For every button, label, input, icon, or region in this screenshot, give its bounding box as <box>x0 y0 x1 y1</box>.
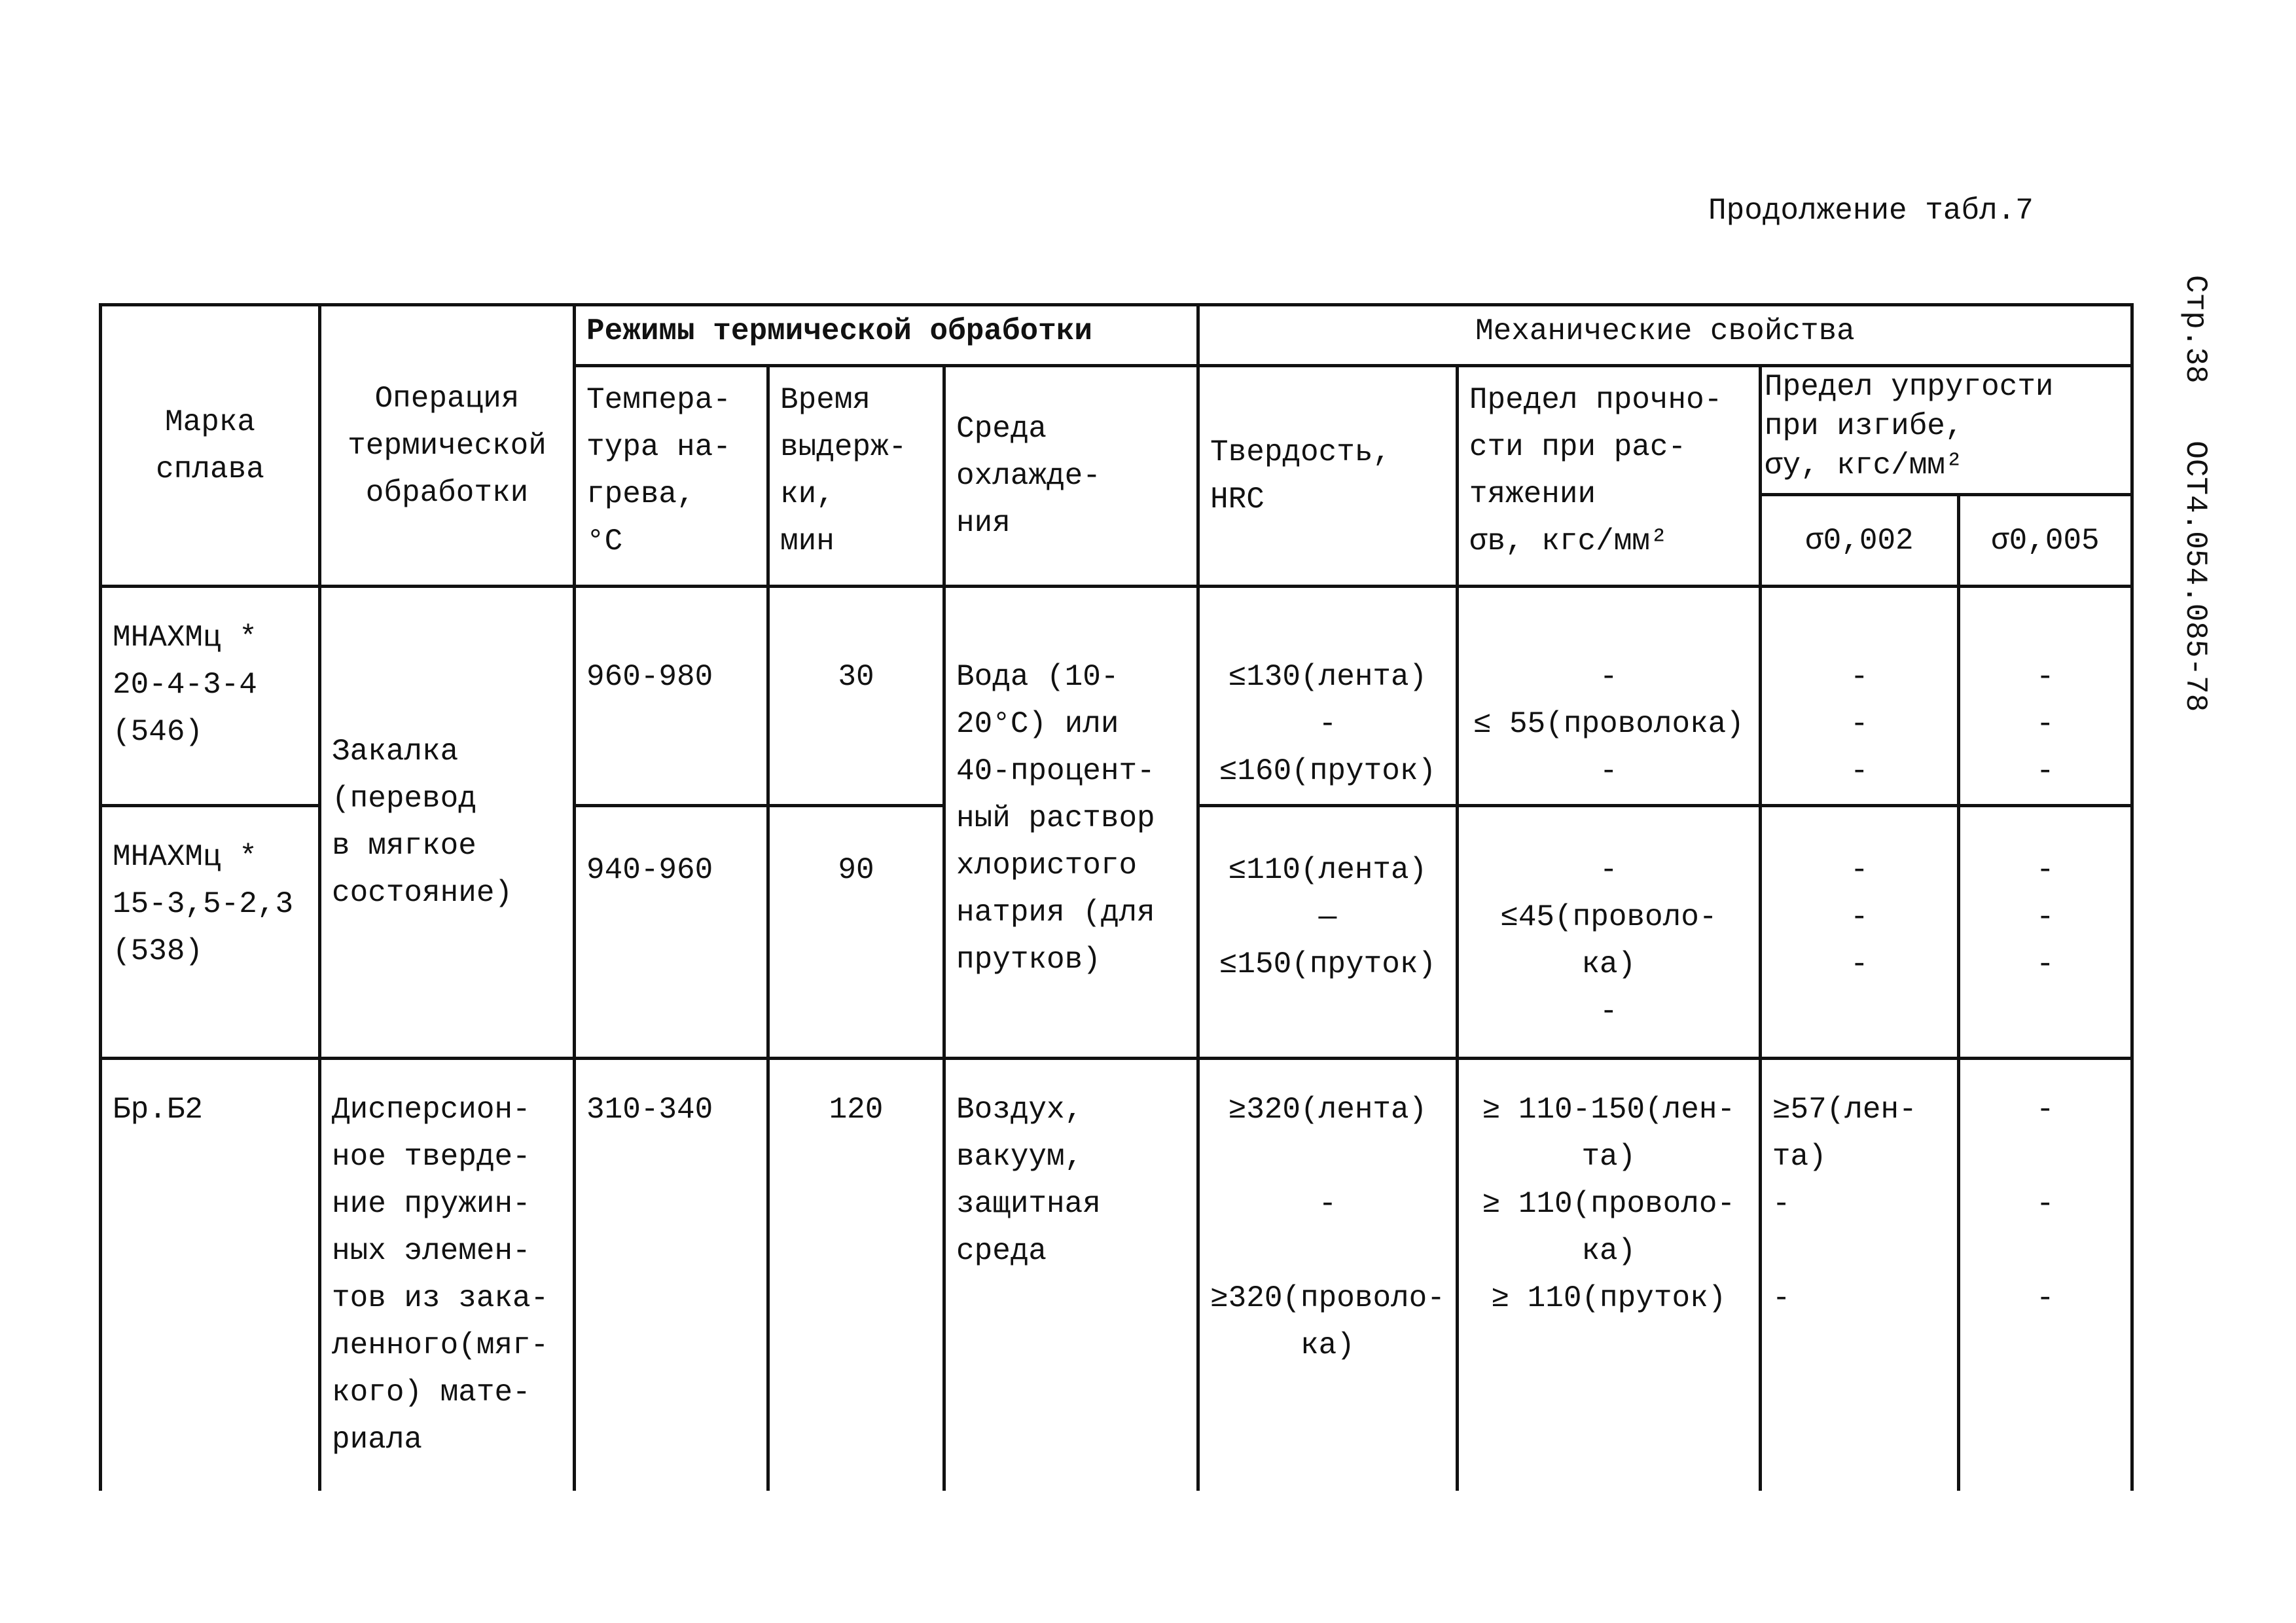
cell-line: - <box>2036 853 2054 887</box>
header-hardness <box>1198 366 1458 587</box>
cell-line: - <box>1850 754 1869 788</box>
cell-line: вакуум, <box>956 1140 1083 1174</box>
cell-line: при изгибе, <box>1764 409 1964 443</box>
cell-line <box>1971 1228 2120 1275</box>
cell-line: защитная <box>956 1187 1101 1221</box>
header-mechanical: Механические свойства <box>1198 305 2132 366</box>
cell-line: - <box>1850 707 1869 741</box>
cell-line: ние пружин- <box>332 1187 531 1221</box>
row2-temp: 940-960 <box>575 806 768 1059</box>
cell-line: - <box>1850 853 1869 887</box>
cell-line <box>1772 1228 1946 1275</box>
cell-line: (538) <box>113 934 204 968</box>
cell-line: °C <box>586 524 623 558</box>
cell-line: ки, <box>780 477 834 511</box>
cell-line: прутков) <box>956 943 1101 977</box>
header-temperature <box>575 366 768 587</box>
cell-line: Вода (10- <box>956 660 1119 694</box>
cell-line: - <box>1600 754 1618 788</box>
cell-line: - <box>2036 900 2054 934</box>
cell-line: - <box>1600 660 1618 694</box>
cell-line: ка) <box>1581 1234 1636 1268</box>
cell-line: - <box>2036 1281 2054 1315</box>
header-strength <box>1457 366 1760 587</box>
header-medium <box>944 366 1198 587</box>
cell-line: - <box>2036 754 2054 788</box>
cell-line: выдерж- <box>780 430 907 464</box>
row1-strength <box>1457 587 1760 806</box>
header-sigma-002: σ0,002 <box>1760 495 1958 587</box>
cell-line: тяжении <box>1469 477 1596 511</box>
cell-line: - <box>1850 947 1869 981</box>
document-code: ОСТ4.054.085-78 <box>2178 441 2212 712</box>
heat-treatment-table <box>99 303 2134 1491</box>
cell-line: ≤ 55(проволока) <box>1473 707 1744 741</box>
page-number: Стр.38 <box>2178 275 2212 384</box>
row2-sigma-005 <box>1958 806 2132 1059</box>
cell-line: ≥320(лента) <box>1228 1093 1427 1127</box>
cell-line: тов из зака- <box>332 1281 549 1315</box>
page-reference <box>2178 275 2212 751</box>
row3-time: 120 <box>768 1059 944 1491</box>
cell-line: σв, кгс/мм² <box>1469 524 1668 558</box>
cell-line: ка) <box>1581 947 1636 981</box>
cell-line <box>1210 1228 1445 1275</box>
cell-line: ≥320(проволо- <box>1210 1281 1445 1315</box>
cell-line: состояние) <box>332 876 513 910</box>
cell-line: та) <box>1772 1140 1827 1174</box>
header-sigma-005: σ0,005 <box>1958 495 2132 587</box>
cell-line: 20°C) или <box>956 707 1119 741</box>
cell-line: ка) <box>1300 1328 1355 1362</box>
row1-sigma-002 <box>1760 587 1958 806</box>
cell-line: — <box>1318 900 1337 934</box>
cell-line: ≤130(лента) <box>1228 660 1427 694</box>
row1-operation <box>320 587 575 1059</box>
cell-line: HRC <box>1210 483 1265 517</box>
cell-line: кого) мате- <box>332 1376 531 1410</box>
row2-grade <box>101 806 320 1059</box>
cell-line: Воздух, <box>956 1093 1083 1127</box>
cell-line: ных элемен- <box>332 1234 531 1268</box>
header-grade <box>101 305 320 587</box>
row1-hardness <box>1198 587 1458 806</box>
cell-line: σу, кгс/мм² <box>1764 448 1964 483</box>
cell-line: сплава <box>156 452 264 486</box>
cell-line: Время <box>780 383 871 417</box>
row3-medium <box>944 1059 1198 1491</box>
cell-line: ≥ 110-150(лен- <box>1482 1093 1736 1127</box>
cell-line: среда <box>956 1234 1047 1268</box>
cell-line: охлажде- <box>956 459 1101 493</box>
cell-line: мин <box>780 524 834 558</box>
cell-line: ленного(мяг- <box>332 1328 549 1362</box>
cell-line: Предел упругости <box>1764 370 2054 404</box>
cell-line: ≤160(пруток) <box>1219 754 1437 788</box>
cell-line: 40-процент- <box>956 754 1155 788</box>
cell-line: риала <box>332 1423 423 1457</box>
cell-line <box>1210 1133 1445 1180</box>
cell-line: 15-3,5-2,3 <box>113 887 294 921</box>
row2-strength <box>1457 806 1760 1059</box>
row2-time: 90 <box>768 806 944 1059</box>
cell-line: ное тверде- <box>332 1140 531 1174</box>
row1-grade <box>101 587 320 806</box>
cell-line: в мягкое <box>332 829 476 863</box>
cell-line: Марка <box>164 405 256 439</box>
cell-line: МНАХМц * <box>113 621 257 655</box>
cell-line: - <box>1600 994 1618 1029</box>
row1-time: 30 <box>768 587 944 806</box>
row2-hardness <box>1198 806 1458 1059</box>
cell-line: термической <box>348 428 547 463</box>
cell-line: - <box>1850 660 1869 694</box>
cell-line: 20-4-3-4 <box>113 668 257 702</box>
table-continuation-caption: Продолжение табл.7 <box>1708 194 2034 228</box>
cell-line: МНАХМц * <box>113 840 257 874</box>
row3-hardness <box>1198 1059 1458 1491</box>
row1-temp: 960-980 <box>575 587 768 806</box>
cell-line: ≥ 110(пруток) <box>1491 1281 1727 1315</box>
cell-line: тура на- <box>586 430 731 464</box>
row2-sigma-002 <box>1760 806 1958 1059</box>
cell-line: Темпера- <box>586 383 731 417</box>
cell-line: ≤150(пруток) <box>1219 947 1437 981</box>
cell-line <box>1971 1133 2120 1180</box>
cell-line: (перевод <box>332 782 476 816</box>
header-time <box>768 366 944 587</box>
cell-line: - <box>2036 1093 2054 1127</box>
row3-sigma-005 <box>1958 1059 2132 1491</box>
row1-medium <box>944 587 1198 1059</box>
cell-line: - <box>2036 947 2054 981</box>
cell-line: ≥ 110(проволо- <box>1482 1187 1736 1221</box>
cell-line: - <box>2036 660 2054 694</box>
cell-line: - <box>1772 1281 1791 1315</box>
cell-line: - <box>2036 1187 2054 1221</box>
cell-line: - <box>1318 707 1337 741</box>
cell-line: Дисперсион- <box>332 1093 531 1127</box>
cell-line: сти при рас- <box>1469 430 1687 464</box>
cell-line: (546) <box>113 715 204 749</box>
cell-line: - <box>2036 707 2054 741</box>
row1-sigma-005 <box>1958 587 2132 806</box>
cell-line: ≤110(лента) <box>1228 853 1427 887</box>
cell-line: обработки <box>365 475 529 510</box>
row3-grade <box>101 1059 320 1491</box>
row3-operation <box>320 1059 575 1491</box>
cell-line: ≥57(лен- <box>1772 1093 1917 1127</box>
cell-line: Операция <box>374 381 520 416</box>
cell-line: грева, <box>586 477 695 511</box>
cell-line: та) <box>1581 1140 1636 1174</box>
cell-line: Бр.Б2 <box>113 1093 204 1127</box>
cell-line: - <box>1600 853 1618 887</box>
header-modes: Режимы термической обработки <box>575 305 1198 366</box>
row3-temp: 310-340 <box>575 1059 768 1491</box>
cell-line: Среда <box>956 412 1047 446</box>
row3-strength <box>1457 1059 1760 1491</box>
row3-sigma-002 <box>1760 1059 1958 1491</box>
cell-line: хлористого <box>956 848 1138 883</box>
cell-line: Твердость, <box>1210 435 1391 469</box>
cell-line: - <box>1318 1187 1337 1221</box>
header-operation <box>320 305 575 587</box>
cell-line: ≤45(проволо- <box>1500 900 1717 934</box>
cell-line: натрия (для <box>956 896 1155 930</box>
cell-line: Закалка <box>332 735 459 769</box>
header-elastic <box>1760 366 2132 495</box>
cell-line: ния <box>956 506 1011 540</box>
cell-line: - <box>1772 1187 1791 1221</box>
cell-line: Предел прочно- <box>1469 383 1723 417</box>
cell-line: - <box>1850 900 1869 934</box>
cell-line: ный раствор <box>956 801 1155 835</box>
